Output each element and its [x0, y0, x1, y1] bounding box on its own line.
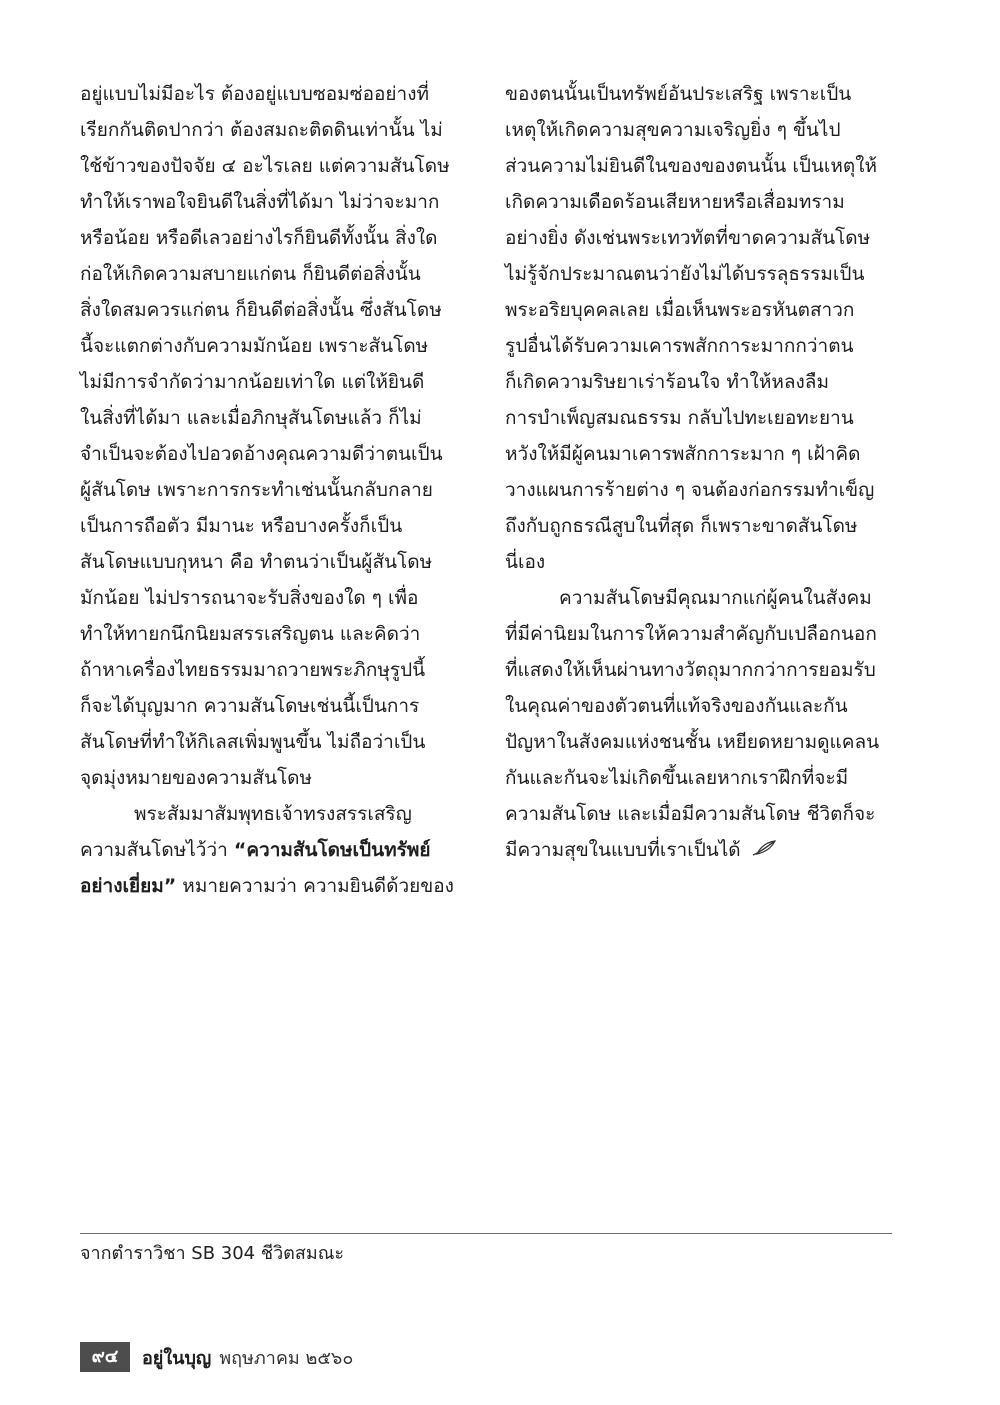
- article-line: [80, 256, 476, 292]
- article-line: [505, 292, 897, 328]
- article-line: [80, 364, 476, 400]
- article-line: [505, 760, 897, 796]
- article-line: [505, 580, 897, 616]
- page-number: ๙๔: [80, 1342, 130, 1372]
- line-text: ใช้ข้าวของปัจจัย ๔ อะไรเลย แต่ความสันโดษ: [80, 155, 450, 177]
- line-text: ก็เกิดความริษยาเร่าร้อนใจ ทำให้หลงลืม: [505, 371, 829, 393]
- article-line: [80, 436, 476, 472]
- quote-emphasis: อย่างเยี่ยม”: [80, 875, 177, 897]
- line-text: ของตนนั้นเป็นทรัพย์อันประเสริฐ เพราะเป็น: [505, 83, 852, 105]
- line-text: ทำให้เราพอใจยินดีในสิ่งที่ได้มา ไม่ว่าจะมาก: [80, 191, 440, 213]
- quote-emphasis: “ความสันโดษเป็นทรัพย์: [233, 839, 431, 861]
- article-line: [80, 868, 476, 904]
- article-line: [505, 400, 897, 436]
- line-text: ในสิ่งที่ได้มา และเมื่อภิกษุสันโดษแล้ว ก็ไม่: [80, 407, 422, 429]
- line-text: กันและกันจะไม่เกิดขึ้นเลยหากเราฝึกที่จะมี: [505, 767, 849, 789]
- line-text: ส่วนความไม่ยินดีในของของตนนั้น เป็นเหตุให้: [505, 155, 878, 177]
- article-line: [505, 832, 897, 868]
- line-text: มักน้อย ไม่ปรารถนาจะรับสิ่งของใด ๆ เพื่อ: [80, 587, 419, 609]
- line-text: จำเป็นจะต้องไปอวดอ้างคุณความดีว่าตนเป็น: [80, 443, 443, 465]
- article-line: [505, 436, 897, 472]
- line-text: ที่แสดงให้เห็นผ่านทางวัตถุมากกว่าการยอมรับ: [505, 659, 876, 681]
- line-text: อย่างยิ่ง ดังเช่นพระเทวทัตที่ขาดความสันโดษ: [505, 227, 871, 249]
- footnote-divider: [80, 1233, 892, 1234]
- article-line: [505, 256, 897, 292]
- line-text: ในคุณค่าของตัวตนที่แท้จริงของกันและกัน: [505, 695, 848, 717]
- article-line: [505, 796, 897, 832]
- line-text: นี่เอง: [505, 551, 546, 573]
- article-line: [80, 184, 476, 220]
- line-text: การบำเพ็ญสมณธรรม กลับไปทะเยอทะยาน: [505, 407, 854, 429]
- line-text: พระอริยบุคคลเลย เมื่อเห็นพระอรหันตสาวก: [505, 299, 855, 321]
- article-line: [80, 616, 476, 652]
- line-text: ไม่รู้จักประมาณตนว่ายังไม่ได้บรรลุธรรมเป็น: [505, 263, 865, 285]
- article-line: [505, 688, 897, 724]
- article-line: [505, 220, 897, 256]
- article-line: [505, 148, 897, 184]
- article-line: [80, 652, 476, 688]
- article-line: [505, 364, 897, 400]
- article-line: [505, 724, 897, 760]
- article-line: [80, 796, 476, 832]
- article-line: [80, 472, 476, 508]
- line-text: ความสันโดษไว้ว่า: [80, 839, 234, 861]
- line-text: เรียกกันติดปากว่า ต้องสมถะติดดินเท่านั้น ไม่: [80, 119, 443, 141]
- article-line: [80, 760, 476, 796]
- line-text: วางแผนการร้ายต่าง ๆ จนต้องก่อกรรมทำเข็ญ: [505, 479, 875, 501]
- issue-date: พฤษภาคม ๒๕๖๐: [219, 1347, 354, 1369]
- line-text: ความสันโดษ และเมื่อมีความสันโดษ ชีวิตก็จะ: [505, 803, 876, 825]
- line-text: รูปอื่นได้รับความเคารพสักการะมากกว่าตน: [505, 335, 854, 357]
- line-text: พระสัมมาสัมพุทธเจ้าทรงสรรเสริญ: [134, 803, 412, 825]
- article-right-column: [505, 76, 897, 868]
- article-line: [80, 508, 476, 544]
- article-line: [80, 400, 476, 436]
- article-line: [505, 652, 897, 688]
- article-line: [505, 616, 897, 652]
- line-text: ที่มีค่านิยมในการให้ความสำคัญกับเปลือกนอก: [505, 623, 877, 645]
- article-line: [505, 328, 897, 364]
- article-line: [505, 76, 897, 112]
- article-line: [80, 724, 476, 760]
- article-line: [80, 688, 476, 724]
- line-text: อยู่แบบไม่มีอะไร ต้องอยู่แบบซอมซ่ออย่างที่: [80, 83, 430, 105]
- line-text: สิ่งใดสมควรแก่ตน ก็ยินดีต่อสิ่งนั้น ซึ่งสันโดษ: [80, 299, 442, 321]
- line-text: หวังให้มีผู้คนมาเคารพสักการะมาก ๆ เฝ้าคิด: [505, 443, 861, 465]
- line-text-continued: หมายความว่า ความยินดีด้วยของ: [176, 875, 454, 897]
- line-text: มีความสุขในแบบที่เราเป็นได้: [505, 839, 741, 861]
- line-text: ก็จะได้บุญมาก ความสันโดษเช่นนี้เป็นการ: [80, 695, 420, 717]
- line-text: จุดมุ่งหมายของความสันโดษ: [80, 767, 313, 789]
- leaf-end-mark-icon: [751, 833, 777, 869]
- line-text: ปัญหาในสังคมแห่งชนชั้น เหยียดหยามดูแคลน: [505, 731, 880, 753]
- line-text: นี้จะแตกต่างกับความมักน้อย เพราะสันโดษ: [80, 335, 429, 357]
- line-text: สันโดษที่ทำให้กิเลสเพิ่มพูนขึ้น ไม่ถือว่าเป็น: [80, 731, 426, 753]
- article-line: [505, 472, 897, 508]
- magazine-title: อยู่ในบุญ: [142, 1347, 212, 1369]
- line-text: สันโดษแบบกุหนา คือ ทำตนว่าเป็นผู้สันโดษ: [80, 551, 433, 573]
- article-line: [505, 112, 897, 148]
- line-text: ถ้าหาเครื่องไทยธรรมมาถวายพระภิกษุรูปนี้: [80, 659, 426, 681]
- article-line: [80, 580, 476, 616]
- article-line: [80, 220, 476, 256]
- line-text: เกิดความเดือดร้อนเสียหายหรือเสื่อมทราม: [505, 191, 845, 213]
- line-text: ไม่มีการจำกัดว่ามากน้อยเท่าใด แต่ให้ยินดี: [80, 371, 425, 393]
- article-line: [505, 508, 897, 544]
- article-line: [80, 76, 476, 112]
- line-text: เป็นการถือตัว มีมานะ หรือบางครั้งก็เป็น: [80, 515, 403, 537]
- line-text: ความสันโดษมีคุณมากแก่ผู้คนในสังคม: [559, 587, 872, 609]
- line-text: เหตุให้เกิดความสุขความเจริญยิ่ง ๆ ขึ้นไป: [505, 119, 841, 141]
- article-line: [80, 544, 476, 580]
- article-line: [505, 544, 897, 580]
- line-text: หรือน้อย หรือดีเลวอย่างไรก็ยินดีทั้งนั้น สิ่งใด: [80, 227, 438, 249]
- article-line: [80, 832, 476, 868]
- article-line: [80, 148, 476, 184]
- line-text: ทำให้ทายกนึกนิยมสรรเสริญตน และคิดว่า: [80, 623, 421, 645]
- page-folio: [80, 1342, 353, 1372]
- line-text: ถึงกับถูกธรณีสูบในที่สุด ก็เพราะขาดสันโดษ: [505, 515, 858, 537]
- article-line: [80, 112, 476, 148]
- article-line: [80, 292, 476, 328]
- line-text: ผู้สันโดษ เพราะการกระทำเช่นนั้นกลับกลาย: [80, 479, 433, 501]
- article-left-column: [80, 76, 476, 904]
- article-line: [505, 184, 897, 220]
- article-line: [80, 328, 476, 364]
- line-text: ก่อให้เกิดความสบายแก่ตน ก็ยินดีต่อสิ่งนั้น: [80, 263, 421, 285]
- source-footnote: จากตำราวิชา SB 304 ชีวิตสมณะ: [80, 1243, 345, 1264]
